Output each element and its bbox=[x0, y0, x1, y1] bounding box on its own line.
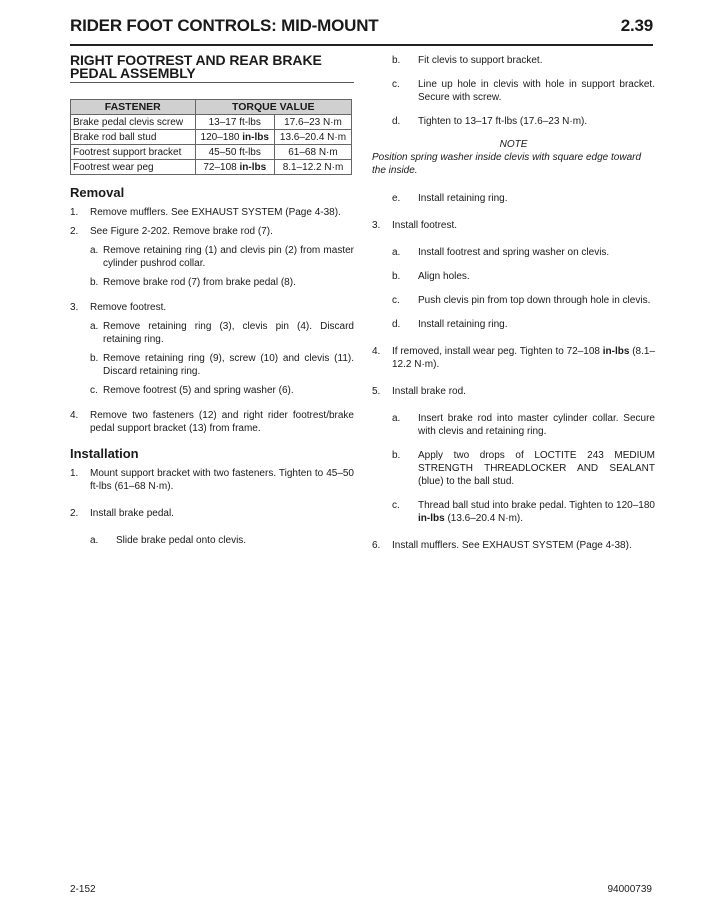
chapter-title: RIDER FOOT CONTROLS: MID-MOUNT bbox=[70, 16, 379, 35]
installation-step-3a: a. Install footrest and spring washer on clevis. bbox=[392, 247, 610, 258]
metric-cell: 13.6–20.4 N·m bbox=[274, 130, 351, 145]
page-number: 2-152 bbox=[70, 884, 96, 895]
table-row bbox=[71, 115, 352, 130]
table-row bbox=[71, 145, 352, 160]
removal-step-3: 3. Remove footrest. bbox=[70, 302, 167, 313]
installation-step-5: 5. Install brake rod. bbox=[372, 386, 466, 397]
installation-step-6: 6. Install mufflers. See EXHAUST SYSTEM (Page 4-38). bbox=[372, 540, 632, 551]
removal-step-3c: c. Remove footrest (5) and spring washer (6). bbox=[90, 385, 294, 396]
removal-step-1: 1. Remove mufflers. See EXHAUST SYSTEM (Page 4-38). bbox=[70, 207, 341, 218]
fastener-cell: Brake rod ball stud bbox=[71, 130, 196, 145]
section-title: RIGHT FOOTREST AND REAR BRAKE PEDAL ASSEMBLY bbox=[70, 54, 354, 83]
torque-table bbox=[70, 99, 352, 175]
removal-step-2b: b. Remove brake rod (7) from brake pedal (8). bbox=[90, 277, 296, 288]
installation-step-2b: b. Fit clevis to support bracket. bbox=[392, 55, 543, 66]
fastener-cell: Brake pedal clevis screw bbox=[71, 115, 196, 130]
removal-step-2: 2. See Figure 2-202. Remove brake rod (7). bbox=[70, 226, 273, 237]
installation-step-3b: b. Align holes. bbox=[392, 271, 470, 282]
imperial-cell: 72–108 in-lbs bbox=[195, 160, 274, 175]
removal-step-3a: a. Remove retaining ring (3), clevis pin (4). Discard retaining ring. bbox=[90, 321, 354, 345]
removal-step-2a: a. Remove retaining ring (1) and clevis pin (2) from master cylinder pushrod collar. bbox=[90, 245, 354, 269]
removal-heading: Removal bbox=[70, 185, 125, 200]
installation-step-2d: d. Tighten to 13–17 ft-lbs (17.6–23 N·m). bbox=[392, 116, 588, 127]
table-header-row bbox=[71, 100, 352, 115]
installation-heading: Installation bbox=[70, 446, 139, 461]
installation-step-2: 2. Install brake pedal. bbox=[70, 508, 174, 519]
installation-step-2c: c. Line up hole in clevis with hole in support bracket. Secure with screw. bbox=[392, 79, 655, 103]
note-title: NOTE bbox=[499, 139, 528, 150]
page-header bbox=[70, 16, 653, 36]
metric-cell: 8.1–12.2 N·m bbox=[274, 160, 351, 175]
installation-step-2e: e. Install retaining ring. bbox=[392, 193, 508, 204]
removal-step-3b: b. Remove retaining ring (9), screw (10) and clevis (11). Discard retaining ring. bbox=[90, 353, 354, 377]
installation-step-3c: c. Push clevis pin from top down through hole in clevis. bbox=[392, 295, 651, 306]
table-row bbox=[71, 160, 352, 175]
removal-step-4: 4. Remove two fasteners (12) and right rider footrest/brake pedal support bracket (13) from frame. bbox=[70, 410, 354, 434]
document-number: 94000739 bbox=[607, 884, 652, 895]
fastener-cell: Footrest support bracket bbox=[71, 145, 196, 160]
metric-cell: 61–68 N·m bbox=[274, 145, 351, 160]
header-torque-value: TORQUE VALUE bbox=[195, 100, 351, 115]
installation-step-3: 3. Install footrest. bbox=[372, 220, 458, 231]
imperial-cell: 120–180 in-lbs bbox=[195, 130, 274, 145]
installation-step-3d: d. Install retaining ring. bbox=[392, 319, 508, 330]
header-fastener: FASTENER bbox=[71, 100, 196, 115]
installation-step-1: 1. Mount support bracket with two fasteners. Tighten to 45–50 ft-lbs (61–68 N·m). bbox=[70, 468, 354, 492]
metric-cell: 17.6–23 N·m bbox=[274, 115, 351, 130]
note-body: Position spring washer inside clevis with square edge toward the inside. bbox=[372, 152, 642, 176]
fastener-cell: Footrest wear peg bbox=[71, 160, 196, 175]
left-column bbox=[70, 54, 354, 547]
imperial-cell: 45–50 ft-lbs bbox=[195, 145, 274, 160]
header-rule bbox=[70, 44, 653, 46]
installation-step-5b: b. Apply two drops of LOCTITE 243 MEDIUM STRENGTH THREADLOCKER AND SEALANT (blue) to the ball stud. bbox=[392, 450, 655, 487]
right-column bbox=[372, 54, 655, 552]
installation-step-5a: a. Insert brake rod into master cylinder collar. Secure with clevis and retaining ring. bbox=[392, 413, 655, 437]
table-row bbox=[71, 130, 352, 145]
imperial-cell: 13–17 ft-lbs bbox=[195, 115, 274, 130]
installation-step-4: 4. If removed, install wear peg. Tighten to 72–108 in-lbs (8.1–12.2 N·m). bbox=[372, 346, 656, 370]
installation-step-2a: a. Slide brake pedal onto clevis. bbox=[90, 535, 247, 546]
installation-step-5c: c. Thread ball stud into brake pedal. Tighten to 120–180 in-lbs (13.6–20.4 N·m). bbox=[392, 500, 655, 524]
section-number: 2.39 bbox=[620, 16, 653, 35]
